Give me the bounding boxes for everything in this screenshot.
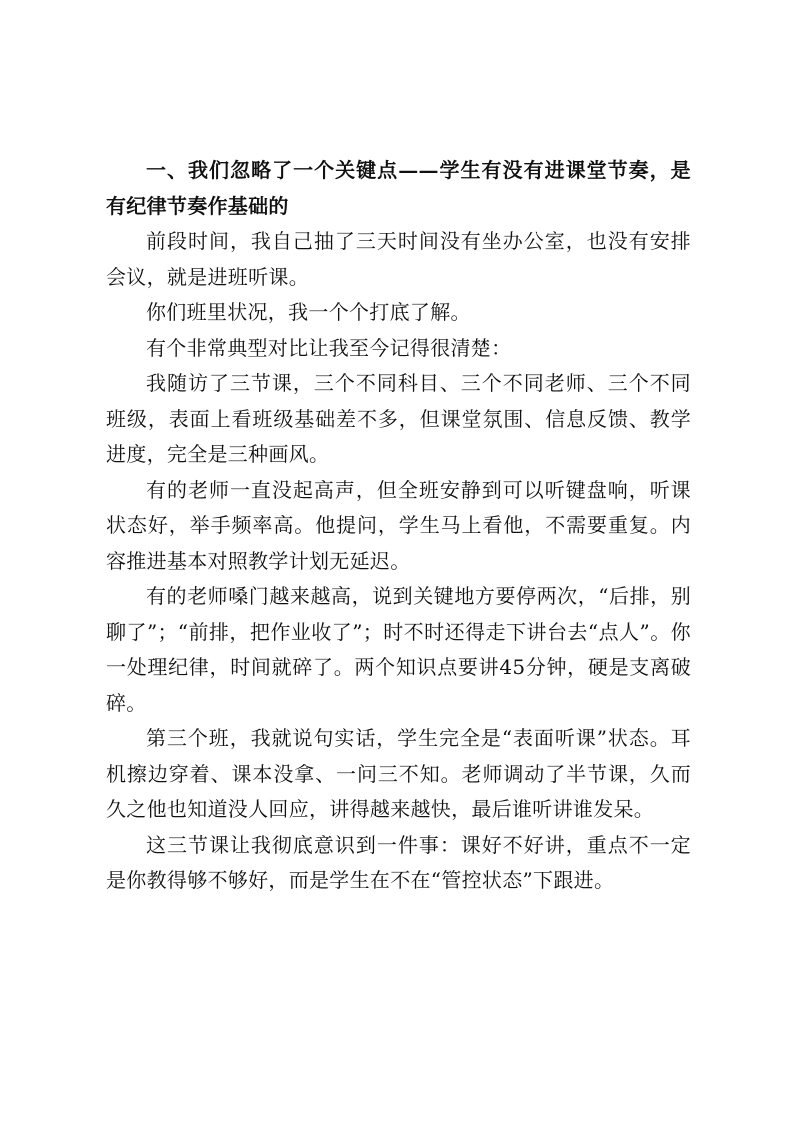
paragraph-6: 有的老师嗓门越来越高，说到关键地方要停两次，“后排，别聊了”；“前排，把作业收了”；时不时还得走下讲台去“点人”。你一处理纪律，时间就碎了。两个知识点要讲45分钟，硬是支离破碎。: [106, 584, 691, 715]
document-body: [106, 153, 691, 899]
paragraph-1: 前段时间，我自己抽了三天时间没有坐办公室，也没有安排会议，就是进班听课。: [106, 229, 691, 289]
paragraph-8: 这三节课让我彻底意识到一件事：课好不好讲，重点不一定是你教得够不够好，而是学生在不在“管控状态”下跟进。: [106, 832, 691, 892]
paragraph-3: 有个非常典型对比让我至今记得很清楚：: [146, 335, 512, 360]
paragraph-5: 有的老师一直没起高声，但全班安静到可以听键盘响，听课状态好，举手频率高。他提问，学生马上看他，不需要重复。内容推进基本对照教学计划无延迟。: [106, 477, 691, 573]
paragraph-2: 你们班里状况，我一个个打底了解。: [146, 300, 471, 324]
paragraph-7: 第三个班，我就说句实话，学生完全是“表面听课”状态。耳机擦边穿着、课本没拿、一问三不知。老师调动了半节课，久而久之他也知道没人回应，讲得越来越快，最后谁听讲谁发呆。: [106, 726, 691, 821]
paragraph-4: 我随访了三节课，三个不同科目、三个不同老师、三个不同班级，表面上看班级基础差不多，但课堂氛围、信息反馈、教学进度，完全是三种画风。: [106, 371, 691, 466]
section-heading: 一、我们忽略了一个关键点——学生有没有进课堂节奏，是有纪律节奏作基础的: [106, 158, 691, 218]
